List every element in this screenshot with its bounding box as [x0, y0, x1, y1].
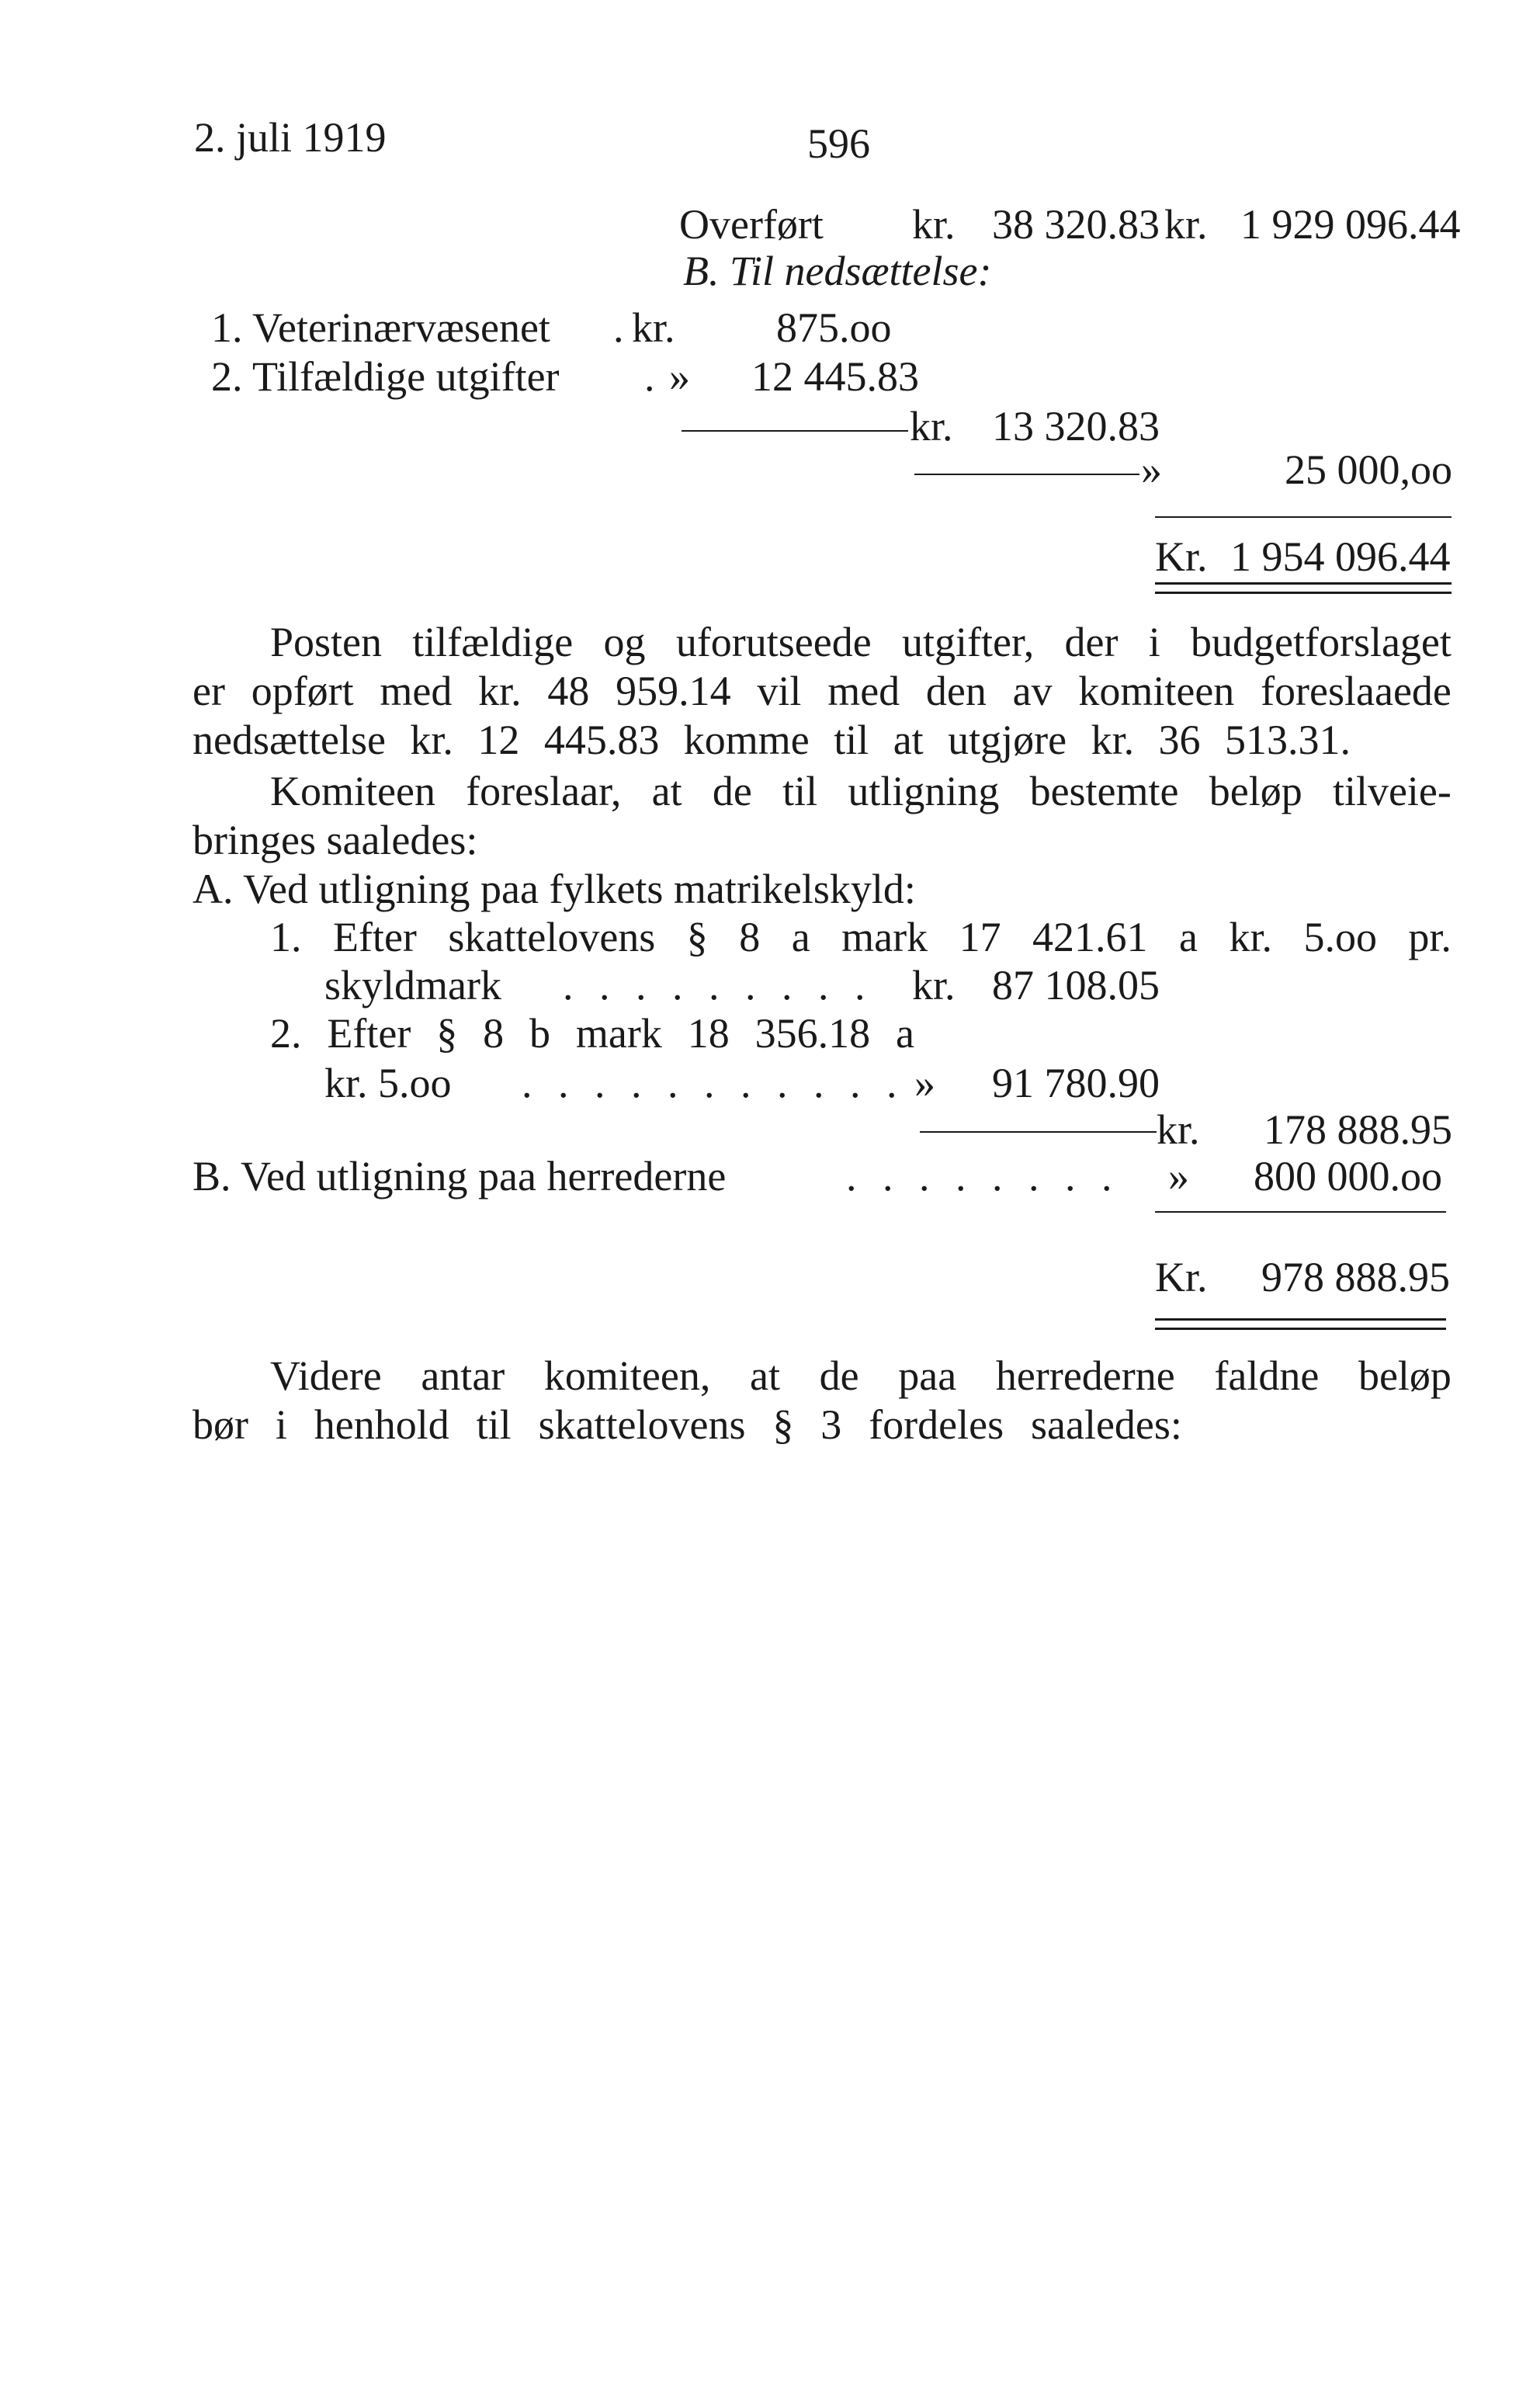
grand-total-currency: Kr.: [1155, 533, 1208, 580]
carried-currency-2: kr.: [1164, 201, 1208, 248]
page-date: 2. juli 1919: [194, 114, 387, 161]
para1-line1: Posten tilfældige og uforutseede utgifter, der i budgetforslaget: [270, 619, 1452, 665]
item2-dot: .: [644, 353, 655, 400]
allocation-total-top-rule: [1155, 1211, 1446, 1213]
item2-currency: »: [669, 353, 690, 400]
subtotal-rule: [682, 430, 908, 432]
carried-value-2: 1 929 096.44: [1240, 201, 1461, 248]
allocation-total-double-rule-1: [1155, 1318, 1446, 1321]
allocation-a1-currency: kr.: [912, 962, 956, 1009]
allocation-total-value: 978 888.95: [1261, 1254, 1450, 1300]
allocation-a2-currency: »: [914, 1060, 935, 1106]
item2-label: 2. Tilfældige utgifter: [211, 353, 560, 400]
page-number: 596: [807, 120, 870, 167]
total-value: 25 000,oo: [1285, 446, 1452, 493]
item1-label: 1. Veterinærvæsenet: [211, 304, 550, 351]
allocation-a2-label: kr. 5.oo: [324, 1060, 452, 1106]
allocation-b-value: 800 000.oo: [1254, 1153, 1442, 1199]
item2-value: 12 445.83: [751, 353, 919, 400]
allocation-a1-label: skyldmark: [324, 962, 501, 1009]
grand-total-top-rule: [1155, 516, 1452, 518]
allocation-a-heading: A. Ved utligning paa fylkets matrikelskyld:: [192, 866, 916, 912]
para2-line1: Komiteen foreslaar, at de til utligning bestemte beløp tilveie-: [270, 768, 1452, 814]
allocation-a1-dots: . . . . . . . . .: [563, 962, 873, 1009]
carried-value-1: 38 320.83: [992, 201, 1160, 248]
allocation-a-sum-value: 178 888.95: [1264, 1106, 1452, 1153]
total-rule: [914, 474, 1139, 475]
allocation-total-double-rule-2: [1155, 1328, 1446, 1330]
allocation-a2-value: 91 780.90: [992, 1060, 1160, 1106]
para2-line2: bringes saaledes:: [192, 817, 478, 863]
allocation-b-dots: . . . . . . . .: [846, 1153, 1120, 1199]
subtotal-currency: kr.: [910, 403, 953, 450]
allocation-a1-value: 87 108.05: [992, 962, 1160, 1009]
subtotal-value: 13 320.83: [992, 403, 1160, 450]
para3-line2: bør i henhold til skattelovens § 3 fordeles saaledes:: [192, 1401, 1182, 1448]
allocation-a1-line1: 1. Efter skattelovens § 8 a mark 17 421.61 a kr. 5.oo pr.: [270, 914, 1452, 960]
carried-currency-1: kr.: [912, 201, 956, 248]
carried-label: Overført: [679, 201, 824, 248]
grand-total-value: 1 954 096.44: [1230, 533, 1451, 580]
allocation-a2-dots: . . . . . . . . . . .: [522, 1060, 905, 1106]
grand-total-double-rule-1: [1155, 582, 1452, 585]
grand-total-double-rule-2: [1155, 592, 1452, 594]
para3-line1: Videre antar komiteen, at de paa herrederne faldne beløp: [270, 1352, 1452, 1399]
allocation-a2-line1: 2. Efter § 8 b mark 18 356.18 a: [270, 1010, 914, 1057]
allocation-a-sum-currency: kr.: [1157, 1106, 1200, 1153]
item1-currency: kr.: [632, 304, 675, 351]
item1-dot: .: [613, 304, 624, 351]
para1-line3: nedsættelse kr. 12 445.83 komme til at utgjøre kr. 36 513.31.: [192, 717, 1351, 763]
para1-line2: er opført med kr. 48 959.14 vil med den av komiteen foreslaaede: [192, 668, 1452, 714]
allocation-total-currency: Kr.: [1155, 1254, 1208, 1300]
allocation-b-label: B. Ved utligning paa herrederne: [192, 1153, 727, 1199]
section-title: B. Til nedsættelse:: [683, 248, 992, 294]
total-mark: »: [1141, 446, 1162, 493]
allocation-a-sum-rule: [920, 1131, 1157, 1133]
item1-value: 875.oo: [776, 304, 892, 351]
allocation-b-currency: »: [1168, 1153, 1189, 1199]
